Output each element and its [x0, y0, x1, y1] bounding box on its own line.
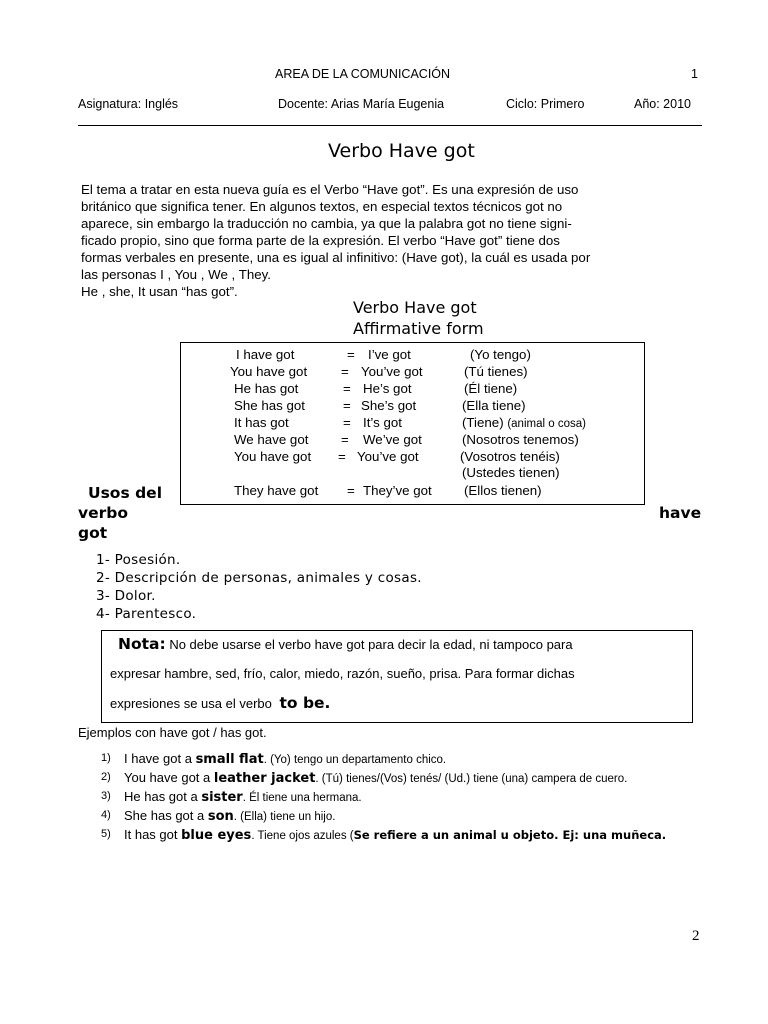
conj-short: He’s got	[363, 381, 412, 396]
conj-full: He has got	[234, 381, 299, 396]
note-line-3	[110, 694, 330, 712]
examples-list	[101, 751, 691, 846]
subject-label: Asignatura: Inglés	[78, 97, 179, 111]
example-text: You have got a	[124, 770, 214, 785]
conj-full: She has got	[234, 398, 305, 413]
conj-equals: =	[347, 347, 355, 362]
list-item	[101, 770, 691, 787]
example-translation: . Tiene ojos azules (	[251, 830, 354, 842]
conj-translation: (Ustedes tienen)	[462, 465, 560, 480]
header-divider	[78, 125, 702, 126]
conj-translation: (Nosotros tenemos)	[462, 432, 579, 447]
example-bold: sister	[201, 790, 243, 805]
example-bold: son	[207, 809, 234, 824]
conj-short: We’ve got	[363, 432, 422, 447]
note-text: expresiones se usa el verbo	[110, 696, 272, 711]
conj-short: You’ve got	[361, 364, 423, 379]
conj-short: It’s got	[363, 415, 402, 430]
uses-heading-part4: have	[659, 504, 702, 522]
conj-short: You’ve got	[357, 449, 419, 464]
intro-line: ficado propio, sino que forma parte de la expresión. El verbo “Have got” tiene dos	[81, 233, 560, 248]
example-bold: small flat	[195, 752, 264, 767]
uses-heading-part2: verbo	[78, 504, 129, 522]
example-number: 5)	[101, 828, 111, 840]
page-number-top: 1	[691, 67, 698, 81]
conj-full: They have got	[234, 483, 319, 498]
note-box	[101, 630, 693, 723]
uses-heading-part3: got	[78, 524, 108, 542]
example-translation: . (Yo) tengo un departamento chico.	[263, 754, 447, 766]
list-item: 1- Posesión.	[96, 552, 181, 568]
page-title: Verbo Have got	[328, 140, 475, 162]
examples-heading: Ejemplos con have got / has got.	[78, 725, 267, 740]
list-item	[101, 808, 691, 825]
conj-equals: =	[341, 432, 349, 447]
cycle-label: Ciclo: Primero	[506, 97, 585, 111]
list-item	[101, 827, 691, 844]
page-number: 2	[692, 928, 700, 944]
example-text: It has got	[124, 827, 182, 842]
intro-line: las personas I , You , We , They.	[81, 267, 271, 282]
intro-line: aparece, sin embargo la traducción no cambia, ya que la palabra got no tiene signi-	[81, 216, 572, 231]
conj-translation: (Yo tengo)	[470, 347, 531, 362]
example-translation: . (Tú) tienes/(Vos) tenés/ (Ud.) tiene (una) campera de cuero.	[315, 773, 628, 785]
list-item	[101, 751, 691, 768]
conj-equals: =	[343, 381, 351, 396]
conj-translation-note: (animal o cosa)	[507, 418, 586, 430]
example-note: Se refiere a un animal u objeto. Ej: una muñeca.	[353, 828, 667, 842]
conj-short: She’s got	[361, 398, 417, 413]
conj-equals: =	[343, 398, 351, 413]
conj-translation: (Vosotros tenéis)	[460, 449, 560, 464]
example-text: She has got a	[124, 808, 208, 823]
conj-translation: (Ella tiene)	[462, 398, 526, 413]
year-label: Año: 2010	[634, 97, 691, 111]
conj-full: I have got	[236, 347, 295, 362]
example-number: 2)	[101, 771, 111, 783]
note-line-1	[118, 635, 573, 653]
list-item	[101, 789, 691, 806]
note-label: Nota:	[118, 635, 166, 653]
conj-equals: =	[338, 449, 346, 464]
conj-equals: =	[347, 483, 355, 498]
conj-equals: =	[341, 364, 349, 379]
conj-translation: (Ellos tienen)	[464, 483, 542, 498]
conj-equals: =	[343, 415, 351, 430]
conj-translation	[462, 415, 586, 430]
list-item: 4- Parentesco.	[96, 606, 197, 622]
list-item: 2- Descripción de personas, animales y cosas.	[96, 570, 422, 586]
example-text: I have got a	[124, 751, 196, 766]
uses-list	[96, 551, 422, 623]
intro-line: El tema a tratar en esta nueva guía es el Verbo “Have got”. Es una expresión de uso	[81, 182, 579, 197]
note-text: No debe usarse el verbo have got para decir la edad, ni tampoco para	[169, 637, 573, 652]
example-bold: leather jacket	[213, 771, 316, 786]
intro-paragraph	[81, 181, 681, 300]
conjugation-table	[180, 342, 645, 505]
conj-full: It has got	[234, 415, 289, 430]
example-number: 3)	[101, 790, 111, 802]
uses-heading-part1: Usos del	[88, 484, 163, 502]
conj-full: You have got	[230, 364, 308, 379]
example-bold: blue eyes	[181, 828, 252, 843]
affirmative-heading: Verbo Have got	[353, 298, 477, 317]
conj-translation-main: (Tiene)	[462, 415, 504, 430]
conj-translation: (Tú tienes)	[464, 364, 528, 379]
conj-full: You have got	[234, 449, 312, 464]
intro-line: He , she, It usan “has got”.	[81, 284, 238, 299]
example-translation: . Él tiene una hermana.	[242, 792, 362, 804]
example-translation: . (Ella) tiene un hijo.	[233, 811, 336, 823]
list-item: 3- Dolor.	[96, 588, 156, 604]
example-number: 1)	[101, 752, 111, 764]
area-heading: AREA DE LA COMUNICACIÓN	[275, 67, 451, 81]
note-line-2: expresar hambre, sed, frío, calor, miedo, razón, sueño, prisa. Para formar dichas	[110, 666, 575, 681]
teacher-label: Docente: Arias María Eugenia	[278, 97, 445, 111]
note-emphasis: to be.	[279, 694, 331, 712]
intro-line: británico que significa tener. En algunos textos, en especial textos técnicos got no	[81, 199, 563, 214]
conj-short: They’ve got	[363, 483, 432, 498]
intro-line: formas verbales en presente, una es igual al infinitivo: (Have got), la cuál es usada por	[81, 250, 591, 265]
conj-full: We have got	[234, 432, 309, 447]
example-text: He has got a	[124, 789, 202, 804]
conj-short: I’ve got	[368, 347, 411, 362]
conj-translation: (Él tiene)	[464, 381, 518, 396]
affirmative-subheading: Affirmative form	[353, 319, 484, 338]
example-number: 4)	[101, 809, 111, 821]
